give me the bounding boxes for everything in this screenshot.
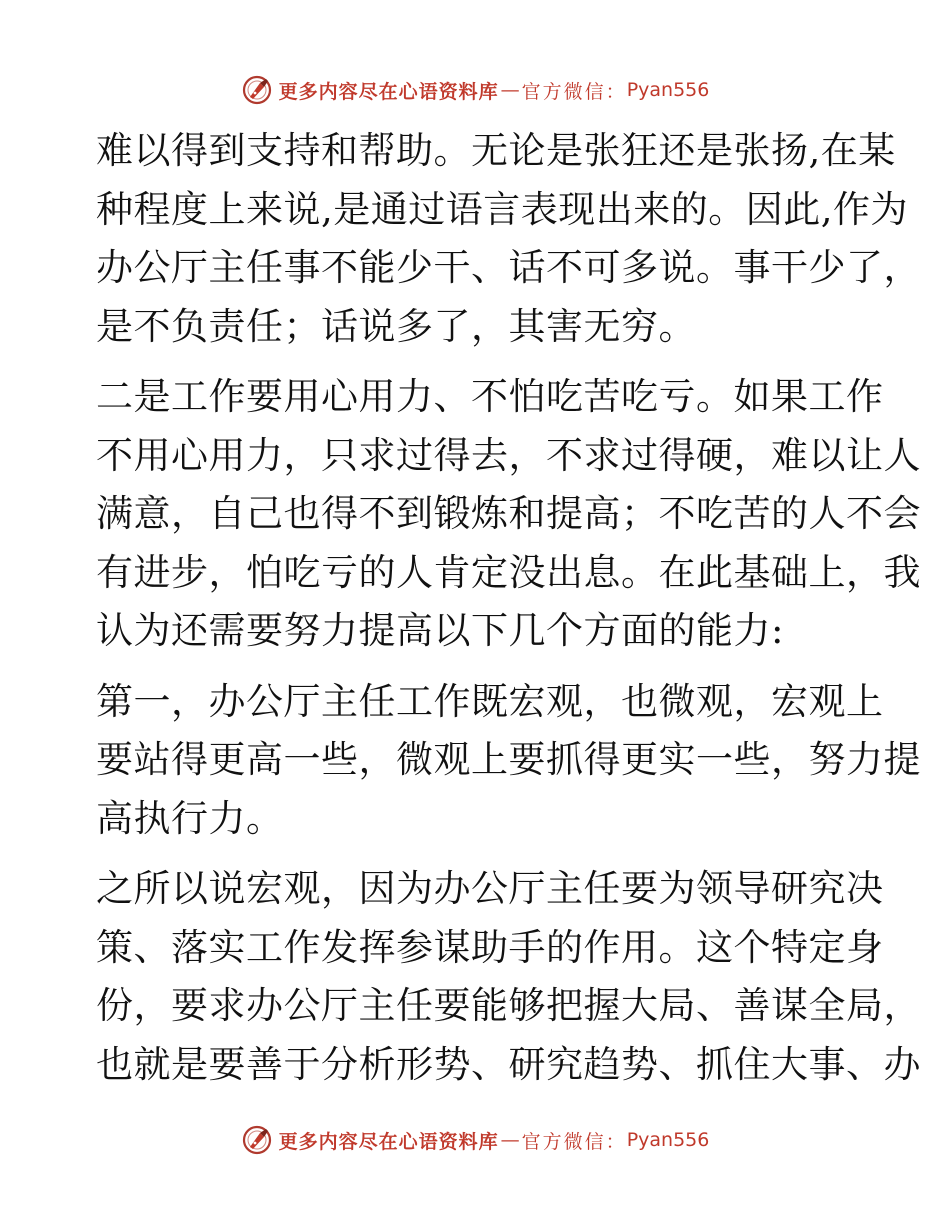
text-line: 要站得更高一些，微观上要抓得更实一些，努力提 — [96, 738, 921, 781]
pen-nib-logo-icon — [241, 1124, 273, 1156]
pen-nib-logo-icon — [241, 74, 273, 106]
paragraph-1 — [96, 122, 921, 356]
banner-dash: — — [500, 79, 520, 101]
text-line: 也就是要善于分析形势、研究趋势、抓住大事、办 — [96, 1042, 921, 1086]
banner-wechat-handle: Pyan556 — [626, 1129, 710, 1151]
text-line: 策、落实工作发挥参谋助手的作用。这个特定身 — [96, 925, 884, 969]
text-line: 是不负责任；话说多了，其害无穷。 — [96, 304, 696, 348]
paragraph-4 — [96, 860, 921, 1094]
banner-dash: — — [500, 1129, 520, 1151]
text-line: 二是工作要用心用力、不怕吃苦吃亏。如果工作 — [96, 375, 884, 418]
banner-brand-text: 更多内容尽在心语资料库 — [278, 80, 499, 103]
text-line: 认为还需要努力提高以下几个方面的能力: — [96, 609, 784, 652]
text-line: 办公厅主任事不能少干、话不可多说。事干少了， — [96, 246, 921, 289]
banner-brand-text: 更多内容尽在心语资料库 — [278, 1130, 499, 1153]
banner-wechat-label: 官方微信： — [521, 1130, 627, 1153]
text-line: 高执行力。 — [96, 796, 284, 840]
footer-watermark-banner — [0, 1120, 950, 1160]
text-line: 满意，自己也得不到锻炼和提高；不吃苦的人不会 — [96, 492, 921, 535]
text-line: 第一，办公厅主任工作既宏观，也微观，宏观上 — [96, 679, 884, 723]
banner-wechat-handle: Pyan556 — [626, 79, 710, 101]
header-watermark-banner — [0, 70, 950, 110]
document-body — [96, 122, 921, 1106]
text-line: 有进步，怕吃亏的人肯定没出息。在此基础上，我 — [96, 550, 921, 594]
text-line: 不用心用力，只求过得去，不求过得硬，难以让人 — [96, 433, 921, 477]
paragraph-2 — [96, 368, 921, 661]
paragraph-3 — [96, 673, 921, 849]
text-line: 难以得到支持和帮助。无论是张狂还是张扬,在某 — [96, 129, 896, 172]
text-line: 份，要求办公厅主任要能够把握大局、善谋全局， — [96, 984, 921, 1027]
banner-wechat-label: 官方微信： — [521, 80, 627, 103]
text-line: 种程度上来说,是通过语言表现出来的。因此,作为 — [96, 187, 909, 231]
text-line: 之所以说宏观，因为办公厅主任要为领导研究决 — [96, 867, 884, 910]
